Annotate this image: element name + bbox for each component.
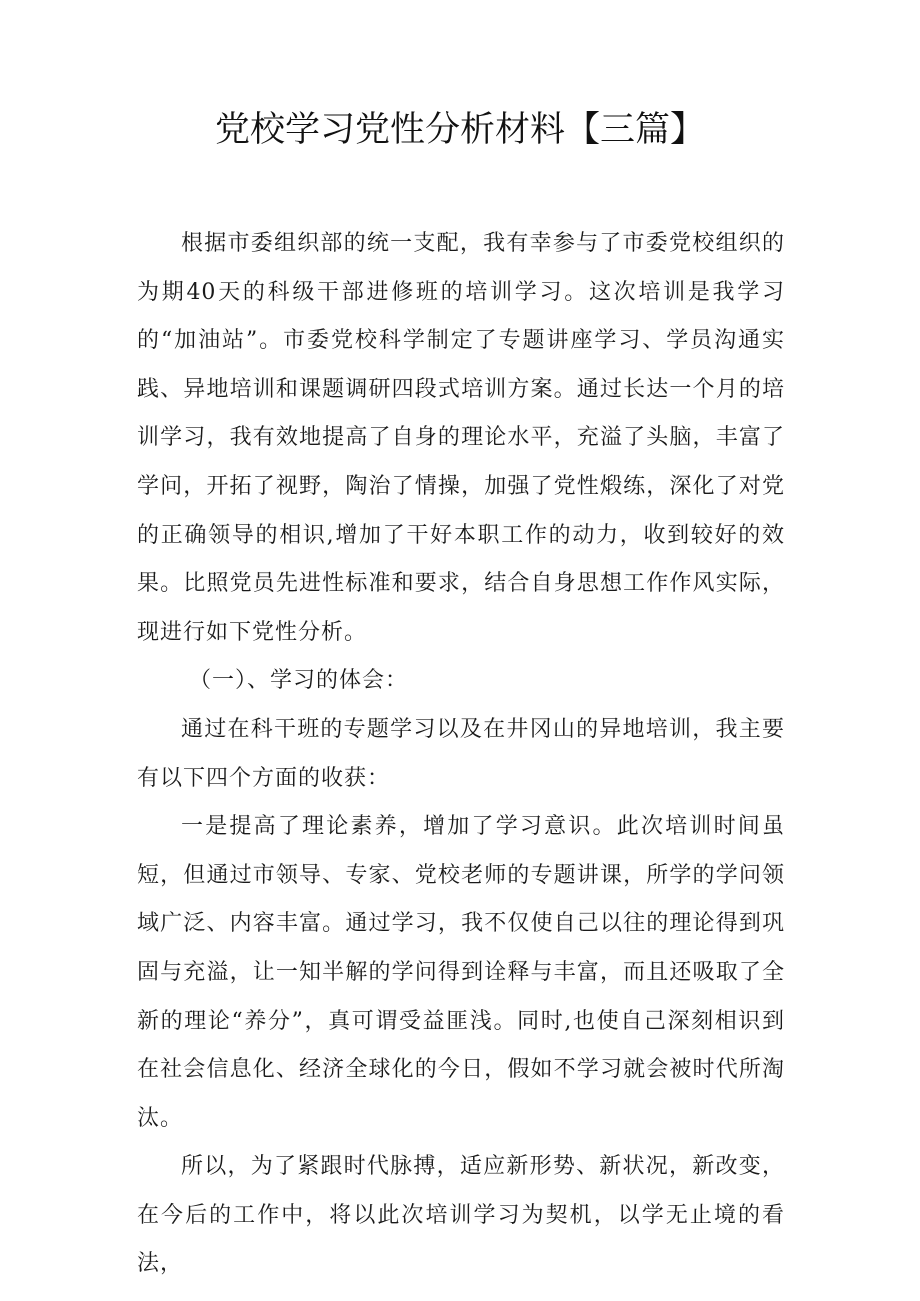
document-title: 党校学习党性分析材料【三篇】 <box>214 110 705 150</box>
paragraph-conclusion-partial: 所以，为了紧跟时代脉搏，适应新形势、新状况，新改变，在今后的工作中，将以此次培训学习为契机，以学无止境的看法， <box>137 1154 785 1277</box>
paragraph-gain-one: 一是提高了理论素养，增加了学习意识。此次培训时间虽短，但通过市领导、专家、党校老师的专题讲课，所学的学问领域广泛、内容丰富。通过学习，我不仅使自己以往的理论得到巩固与充溢，让一知半解的学问得到诠释与丰富，而且还吸取了全新的理论“养分”，真可谓受益匪浅。同时,也使自己深刻相识到在社会信息化、经济全球化的今日，假如不学习就会被时代所淘汰。 <box>137 814 785 1131</box>
document-body <box>137 220 785 1289</box>
paragraph-gains-overview: 通过在科干班的专题学习以及在井冈山的异地培训，我主要有以下四个方面的收获： <box>137 716 785 791</box>
paragraph-intro: 根据市委组织部的统一支配，我有幸参与了市委党校组织的为期40天的科级干部进修班的培训学习。这次培训是我学习的“加油站”。市委党校科学制定了专题讲座学习、学员沟通实践、异地培训和课题调研四段式培训方案。通过长达一个月的培训学习，我有效地提高了自身的理论水平，充溢了头脑，丰富了学问，开拓了视野，陶治了情操，加强了党性煅练，深化了对党的正确领导的相识,增加了干好本职工作的动力，收到较好的效果。比照党员先进性标准和要求，结合自身思想工作作风实际，现进行如下党性分析。 <box>137 231 785 645</box>
section-heading-learning-experience: （一）、学习的体会： <box>189 668 409 694</box>
